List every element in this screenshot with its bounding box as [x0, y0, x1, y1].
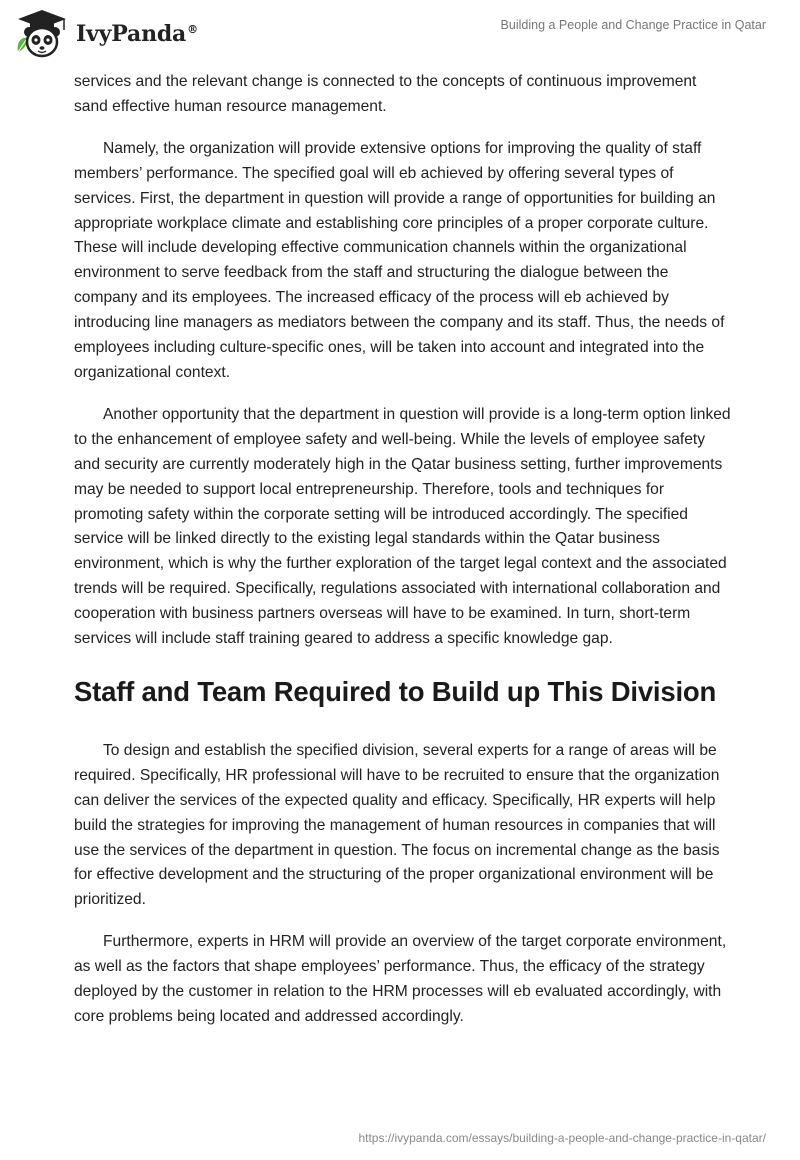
paragraph: To design and establish the specified division, several experts for a range of areas will be required. Specifically, HR professional will have to be recruited to ensure that the organization can deliver the services of the expected quality and efficacy. Specifically, HR experts will help build the strategies for improving the management of human resources in companies that will use the services of the department in question. The focus on incremental change as the basis for effective development and the structuring of the proper organizational environment will be prioritized. [74, 741, 720, 909]
paragraph: Another opportunity that the department in question will provide is a long-term option linked to the enhancement of employee safety and well-being. While the levels of employee safety and security are currently moderately high in the Qatar business setting, further improvements may be needed to support local entrepreneurship. Therefore, tools and techniques for promoting safety within the corporate setting will be introduced accordingly. The specified service will be linked directly to the existing legal standards within the Qatar business environment, which is why the further exploration of the target legal context and the associated trends will be required. Specifically, regulations associated with international collaboration and cooperation with business partners overseas will have to be examined. In turn, short-term services will include staff training geared to address a specific knowledge gap. [74, 405, 731, 648]
registered-mark: ® [187, 22, 198, 36]
section-heading: Staff and Team Required to Build up This Division [74, 675, 717, 707]
source-url[interactable]: https://ivypanda.com/essays/building-a-people-and-change-practice-in-qatar/ [358, 1131, 766, 1145]
panda-logo-icon [14, 8, 70, 60]
paragraph: services and the relevant change is connected to the concepts of continuous improvement sand effective human resource management. [74, 73, 697, 115]
brand-name: IvyPanda® [76, 21, 198, 47]
brand-logo[interactable] [14, 8, 198, 60]
document-title: Building a People and Change Practice in Qatar [500, 18, 766, 32]
article-body [74, 70, 734, 1030]
page-header [0, 0, 800, 70]
paragraph: Furthermore, experts in HRM will provide an overview of the target corporate environment, as well as the factors that shape employees’ performance. Thus, the efficacy of the strategy deployed by the customer in relation to the HRM processes will eb evaluated accordingly, with core problems being located and addressed accordingly. [74, 933, 727, 1025]
paragraph: Namely, the organization will provide extensive options for improving the quality of staff members’ performance. The specified goal will eb achieved by offering several types of services. First, the department in question will provide a range of opportunities for building an appropriate workplace climate and establishing core principles of a proper corporate culture. These will include developing effective communication channels within the organizational environment to serve feedback from the staff and structuring the dialogue between the company and its employees. The increased efficacy of the process will eb achieved by introducing line managers as mediators between the company and its staff. Thus, the needs of employees including culture-specific ones, will be taken into account and integrated into the organizational context. [74, 139, 725, 381]
